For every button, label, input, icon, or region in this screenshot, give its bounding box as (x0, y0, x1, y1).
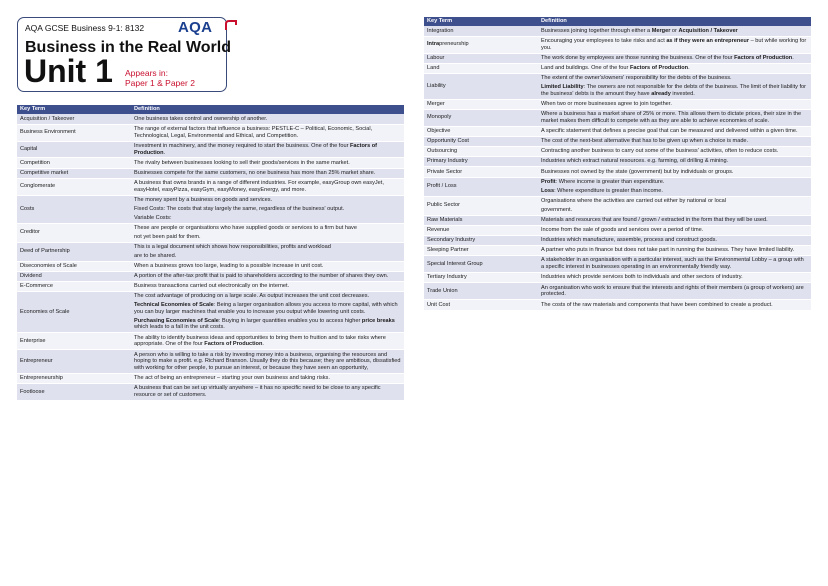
definition: Business transactions carried out electronically on the internet. (131, 281, 404, 291)
key-term: Business Environment (17, 124, 131, 141)
table-row (424, 99, 811, 109)
definition: A partner who puts in finance but does not take part in running the business. They have limited liability. (538, 246, 811, 256)
unit-title: Unit 1 (24, 53, 113, 89)
definition: These are people or organisations who have supplied goods or services to a firm but have not yet been paid for them. (131, 223, 404, 242)
key-term: Opportunity Cost (424, 136, 538, 146)
definition: The money spent by a business on goods and services. Fixed Costs: The costs that stay largely the same, regardless of the business' output. Variable Costs: (131, 195, 404, 223)
key-term: Raw Materials (424, 215, 538, 225)
definition: Land and buildings. One of the four Factors of Production. (538, 63, 811, 73)
definition: Industries which provide services both to individuals and other sectors of industry. (538, 273, 811, 283)
table-header-row (424, 17, 811, 26)
definition: The rivalry between businesses looking to sell their goods/services in the same market. (131, 158, 404, 168)
table-row (424, 157, 811, 167)
key-term: Creditor (17, 223, 131, 242)
key-term: Trade Union (424, 283, 538, 300)
key-term: Merger (424, 99, 538, 109)
paper-note-line2: Paper 1 & Paper 2 (125, 78, 195, 88)
title-box (17, 17, 231, 92)
key-term: Special Interest Group (424, 256, 538, 273)
definition: The costs of the raw materials and components that have been combined to create a product. (538, 300, 811, 310)
key-term: Land (424, 63, 538, 73)
table-row (17, 292, 404, 333)
definition: Income from the sale of goods and services over a period of time. (538, 225, 811, 235)
table-row (424, 167, 811, 177)
key-term: Tertiary Industry (424, 273, 538, 283)
key-term: Labour (424, 53, 538, 63)
table-row (424, 235, 811, 245)
key-term: Profit / Loss (424, 177, 538, 196)
spec-code: AQA GCSE Business 9-1: 8132 (25, 23, 145, 33)
definition: The cost of the next-best alternative that has to be given up when a choice is made. (538, 136, 811, 146)
table-row (17, 374, 404, 384)
definition: The extent of the owner's/owners' responsibility for the debts of the business. Limited Liability: The owners are not responsible for the debts of the business. The limit of their liability for the business' debts is the amount they have already invested. (538, 73, 811, 99)
key-term: Unit Cost (424, 300, 538, 310)
table-row (17, 178, 404, 195)
definition: A specific statement that defines a precise goal that can be measured and delivered within a given time. (538, 126, 811, 136)
table-row (17, 223, 404, 242)
table-row (424, 26, 811, 36)
key-term: E-Commerce (17, 281, 131, 291)
definition: A portion of the after-tax profit that is paid to shareholders according to the number of shares they own. (131, 271, 404, 281)
key-terms-table-left (17, 105, 404, 401)
key-term: Revenue (424, 225, 538, 235)
definition: Encouraging your employees to take risks and act as if they were an entrepreneur – but while working for you. (538, 36, 811, 53)
column-header-term: Key Term (17, 105, 131, 114)
key-term: Enterprise (17, 333, 131, 350)
definition: The range of external factors that influence a business: PESTLE-C – Political, Economic, Social, Technological, Legal, Environmental and Ethical, and Competition. (131, 124, 404, 141)
paper-note-line1: Appears in: (125, 68, 168, 78)
definition: Businesses compete for the same customers, no one business has more than 25% market share. (131, 168, 404, 178)
key-term: Entrepreneur (17, 350, 131, 374)
table-row (424, 126, 811, 136)
aqa-logo-icon (225, 20, 237, 31)
table-row (17, 384, 404, 401)
table-row (424, 283, 811, 300)
table-row (17, 124, 404, 141)
definition: An organisation who work to ensure that the interests and rights of their members (a group of workers) are protected. (538, 283, 811, 300)
key-term: Outsourcing (424, 147, 538, 157)
key-term: Competitive market (17, 168, 131, 178)
table-row (424, 225, 811, 235)
definition: When two or more businesses agree to join together. (538, 99, 811, 109)
table-row (424, 136, 811, 146)
table-row (17, 158, 404, 168)
key-term: Private Sector (424, 167, 538, 177)
definition: A business that can be set up virtually anywhere – it has no specific need to be close to any specific resource or set of customers. (131, 384, 404, 401)
definition: Industries which manufacture, assemble, process and construct goods. (538, 235, 811, 245)
key-term: Integration (424, 26, 538, 36)
column-header-definition: Definition (538, 17, 811, 26)
key-term: Entrepreneurship (17, 374, 131, 384)
table-row (17, 261, 404, 271)
paper-note (125, 68, 195, 88)
table-row (17, 333, 404, 350)
definition: This is a legal document which shows how responsibilities, profits and workload are to be shared. (131, 242, 404, 261)
table-row (424, 109, 811, 126)
key-term: Competition (17, 158, 131, 168)
definition: Profit: Where income is greater than expenditure. Loss: Where expenditure is greater than income. (538, 177, 811, 196)
table-row (424, 177, 811, 196)
page-title: Business in the Real World (25, 39, 231, 56)
table-body-left (17, 114, 404, 400)
table-row (424, 300, 811, 310)
aqa-logo: AQA (178, 19, 213, 36)
table-body-right (424, 26, 811, 310)
key-term: Secondary Industry (424, 235, 538, 245)
key-term: Capital (17, 141, 131, 158)
definition: Industries which extract natural resources. e.g. farming, oil drilling & mining. (538, 157, 811, 167)
key-term: Footloose (17, 384, 131, 401)
key-term: Acquisition / Takeover (17, 114, 131, 124)
definition: The act of being an entrepreneur – starting your own business and taking risks. (131, 374, 404, 384)
definition: When a business grows too large, leading to a possible increase in unit cost. (131, 261, 404, 271)
table-row (424, 246, 811, 256)
table-row (17, 141, 404, 158)
table-row (17, 168, 404, 178)
key-term: Dividend (17, 271, 131, 281)
table-row (424, 63, 811, 73)
column-header-definition: Definition (131, 105, 404, 114)
key-term: Deed of Partnership (17, 242, 131, 261)
definition: Where a business has a market share of 25% or more. This allows them to dictate prices, their size in the market makes them difficult to compete with as they are able to achieve economies of scale. (538, 109, 811, 126)
definition: Materials and resources that are found / grown / extracted in the form that they will be used. (538, 215, 811, 225)
table-row (424, 36, 811, 53)
table-row (424, 256, 811, 273)
key-terms-table-right (424, 17, 811, 311)
definition: Contracting another business to carry out some of the business' activities, often to reduce costs. (538, 147, 811, 157)
key-term: Intrapreneurship (424, 36, 538, 53)
table-row (424, 53, 811, 63)
key-term: Liability (424, 73, 538, 99)
definition: Investment in machinery, and the money required to start the business. One of the four Factors of Production. (131, 141, 404, 158)
definition: A stakeholder in an organisation with a particular interest, such as the Environmental Lobby – a group with a specific interest in businesses operating in an environmentally friendly way. (538, 256, 811, 273)
table-row (424, 73, 811, 99)
key-term: Primary Industry (424, 157, 538, 167)
table-row (424, 273, 811, 283)
key-term: Costs (17, 195, 131, 223)
key-term: Economies of Scale (17, 292, 131, 333)
definition: The work done by employees are those running the business. One of the four Factors of Production. (538, 53, 811, 63)
table-row (17, 350, 404, 374)
table-row (17, 281, 404, 291)
key-term: Sleeping Partner (424, 246, 538, 256)
column-header-term: Key Term (424, 17, 538, 26)
definition: Businesses not owned by the state (government) but by individuals or groups. (538, 167, 811, 177)
key-term: Diseconomies of Scale (17, 261, 131, 271)
table-row (424, 147, 811, 157)
key-term: Monopoly (424, 109, 538, 126)
definition: A business that owns brands in a range of different industries. For example, easyGroup own easyJet, easyHotel, easyPizza, easyGym, easyMoney, easyEnergy, and more. (131, 178, 404, 195)
table-row (424, 215, 811, 225)
table-row (17, 195, 404, 223)
definition: One business takes control and ownership of another. (131, 114, 404, 124)
table-row (17, 114, 404, 124)
definition: Organisations where the activities are carried out either by national or local government. (538, 196, 811, 215)
definition: The cost advantage of producing on a large scale. As output increases the unit cost decreases. Technical Economies of Scale: Being a larger organisation allows you access to more capital, with which you can buy larger machines that enable you to increase you output while lowering unit costs. Purchasing Economies of Scale: Buying in larger quantities enables you to access higher price breaks which leads to a fall in the unit costs. (131, 292, 404, 333)
definition: The ability to identify business ideas and opportunities to bring them to fruition and to take risks where appropriate. One of the four Factors of Production. (131, 333, 404, 350)
table-row (17, 242, 404, 261)
table-row (17, 271, 404, 281)
table-header-row (17, 105, 404, 114)
definition: Businesses joining together through either a Merger or Acquisition / Takeover (538, 26, 811, 36)
table-row (424, 196, 811, 215)
key-term: Objective (424, 126, 538, 136)
definition: A person who is willing to take a risk by investing money into a business, organising the resources and hoping to make a profit. e.g. Richard Branson. Usually they do this because; they are ambitious, dissatisfied with working for other people, to pursue an interest, or because they have seen an opportunity, (131, 350, 404, 374)
key-term: Public Sector (424, 196, 538, 215)
key-term: Conglomerate (17, 178, 131, 195)
